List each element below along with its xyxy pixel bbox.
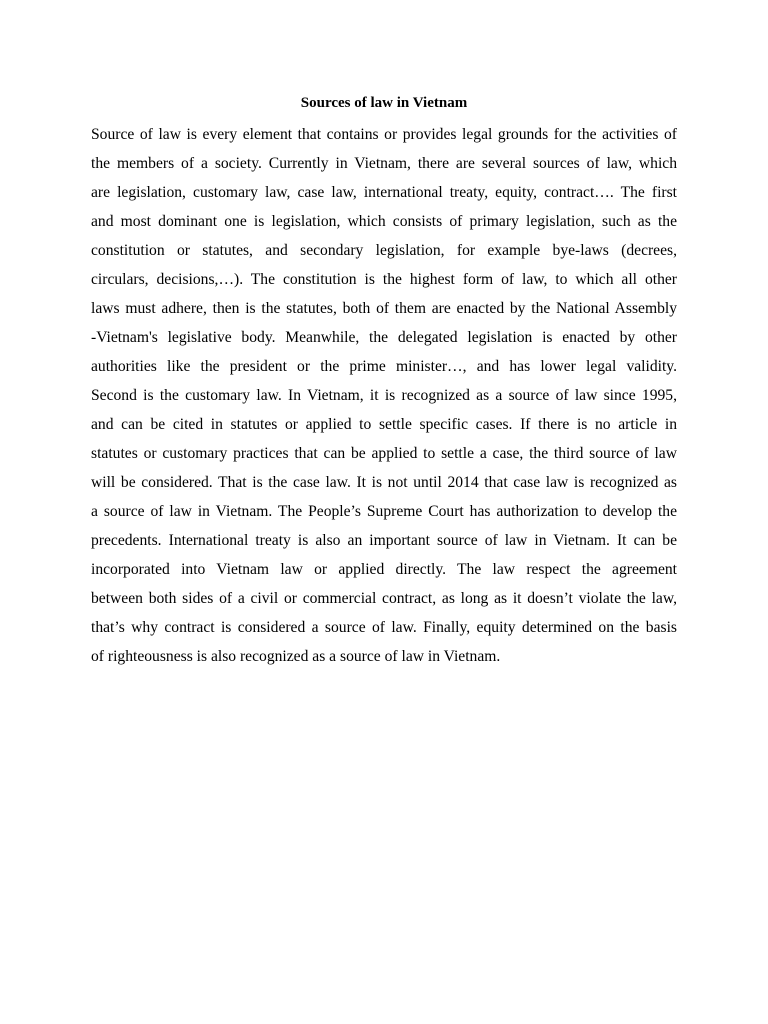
paragraph-line: between both sides of a civil or commercial contract, as long as it doesn’t violate the law,: [91, 590, 677, 607]
paragraph-line: incorporated into Vietnam law or applied directly. The law respect the agreement: [91, 561, 677, 578]
paragraph-line: authorities like the president or the prime minister…, and has lower legal validity.: [91, 358, 677, 375]
paragraph-line: of righteousness is also recognized as a source of law in Vietnam.: [91, 648, 501, 665]
document-body-paragraph: [91, 120, 677, 671]
paragraph-line: statutes or customary practices that can be applied to settle a case, the third source of law: [91, 445, 677, 462]
paragraph-line: a source of law in Vietnam. The People’s Supreme Court has authorization to develop the: [91, 503, 677, 520]
document-title: Sources of law in Vietnam: [300, 95, 468, 111]
paragraph-line: the members of a society. Currently in Vietnam, there are several sources of law, which: [91, 155, 677, 172]
paragraph-line: precedents. International treaty is also an important source of law in Vietnam. It can be: [91, 532, 677, 549]
paragraph-line: that’s why contract is considered a source of law. Finally, equity determined on the basis: [91, 619, 677, 636]
paragraph-line: and most dominant one is legislation, which consists of primary legislation, such as the: [91, 213, 677, 230]
paragraph-line: are legislation, customary law, case law, international treaty, equity, contract…. The first: [91, 184, 677, 201]
paragraph-line: Second is the customary law. In Vietnam, it is recognized as a source of law since 1995,: [91, 387, 677, 404]
paragraph-line: constitution or statutes, and secondary legislation, for example bye-laws (decrees,: [91, 242, 677, 259]
paragraph-line: Source of law is every element that contains or provides legal grounds for the activities of: [91, 126, 677, 143]
paragraph-line: circulars, decisions,…). The constitution is the highest form of law, to which all other: [91, 271, 677, 288]
paragraph-line: laws must adhere, then is the statutes, both of them are enacted by the National Assembly: [91, 300, 677, 317]
paragraph-line: will be considered. That is the case law. It is not until 2014 that case law is recognized as: [91, 474, 677, 491]
paragraph-line: -Vietnam's legislative body. Meanwhile, the delegated legislation is enacted by other: [91, 329, 677, 346]
paragraph-line: and can be cited in statutes or applied to settle specific cases. If there is no article in: [91, 416, 677, 433]
